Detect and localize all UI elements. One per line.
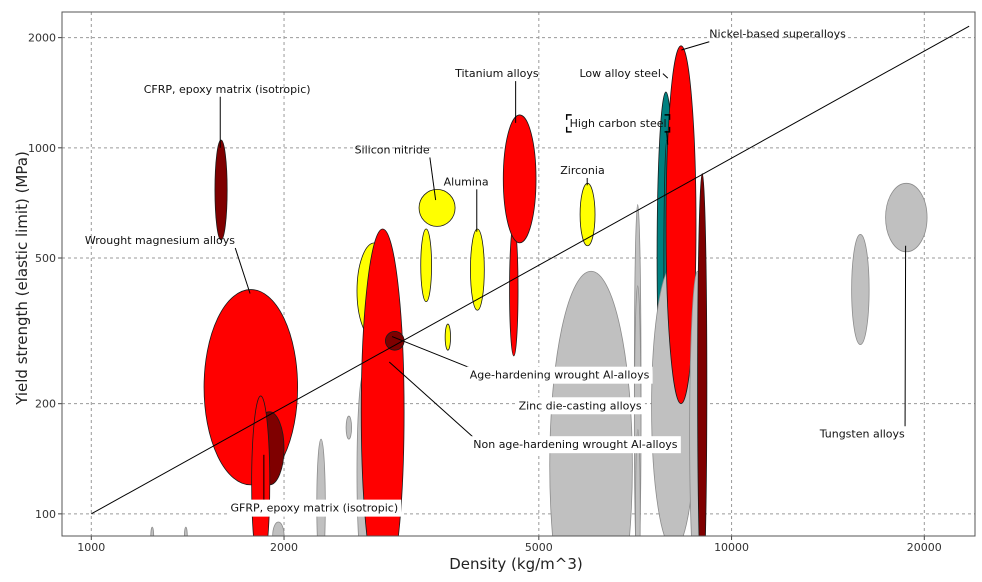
annotation-leader bbox=[905, 246, 906, 427]
y-axis-title: Yield strength (elastic limit) (MPa) bbox=[13, 151, 31, 405]
material-bubble bbox=[151, 527, 154, 549]
material-bubble bbox=[252, 396, 270, 571]
annotation-label: Alumina bbox=[443, 175, 489, 189]
material-bubble bbox=[580, 183, 595, 245]
annotation-label: CFRP, epoxy matrix (isotropic) bbox=[143, 82, 311, 96]
x-tick-label: 10000 bbox=[714, 541, 750, 554]
annotation-leader bbox=[663, 74, 668, 79]
x-tick-label: 2000 bbox=[270, 541, 299, 554]
material-bubble bbox=[852, 234, 869, 344]
material-bubble bbox=[445, 324, 450, 350]
annotation-leader bbox=[681, 42, 709, 50]
y-tick-label: 2000 bbox=[28, 31, 56, 45]
x-axis-title: Density (kg/m^3) bbox=[449, 555, 583, 573]
annotation-label: Zinc die-casting alloys bbox=[518, 399, 642, 413]
material-bubble bbox=[470, 229, 484, 310]
annotation-label: Low alloy steel bbox=[579, 67, 661, 81]
tick-labels-layer bbox=[28, 32, 942, 554]
y-tick-label: 1000 bbox=[28, 141, 56, 155]
material-bubble bbox=[419, 189, 455, 226]
annotation-label: Age-hardening wrought Al-alloys bbox=[469, 368, 650, 382]
annotation-label: High carbon steel bbox=[569, 116, 667, 130]
material-bubble bbox=[698, 174, 707, 582]
annotation-label: Zirconia bbox=[560, 163, 605, 177]
material-bubble bbox=[550, 271, 633, 582]
material-bubble bbox=[421, 229, 432, 302]
annotation-label: GFRP, epoxy matrix (isotropic) bbox=[230, 501, 399, 515]
annotation-label: Non age-hardening wrought Al-alloys bbox=[473, 438, 678, 452]
y-tick-label: 500 bbox=[35, 252, 56, 266]
material-bubble bbox=[346, 416, 352, 439]
annotation-label: Wrought magnesium alloys bbox=[84, 233, 235, 247]
x-tick-label: 1000 bbox=[77, 541, 106, 554]
material-bubble bbox=[510, 224, 519, 356]
annotation-leader bbox=[235, 248, 250, 293]
annotation-label: Tungsten alloys bbox=[819, 427, 905, 441]
material-bubble bbox=[385, 331, 404, 350]
material-bubble bbox=[184, 527, 187, 549]
material-bubble bbox=[361, 229, 404, 582]
annotation-label: Titanium alloys bbox=[455, 67, 539, 81]
y-tick-label: 200 bbox=[35, 397, 56, 411]
y-tick-label: 100 bbox=[35, 507, 56, 521]
material-bubble bbox=[215, 140, 227, 240]
annotation-layer bbox=[85, 28, 906, 517]
material-bubble bbox=[503, 115, 536, 243]
annotation-label: Silicon nitride bbox=[354, 143, 430, 157]
annotation-label: Nickel-based superalloys bbox=[709, 27, 846, 41]
x-tick-label: 5000 bbox=[524, 541, 553, 554]
x-tick-label: 20000 bbox=[906, 541, 942, 554]
material-bubble bbox=[886, 183, 927, 251]
